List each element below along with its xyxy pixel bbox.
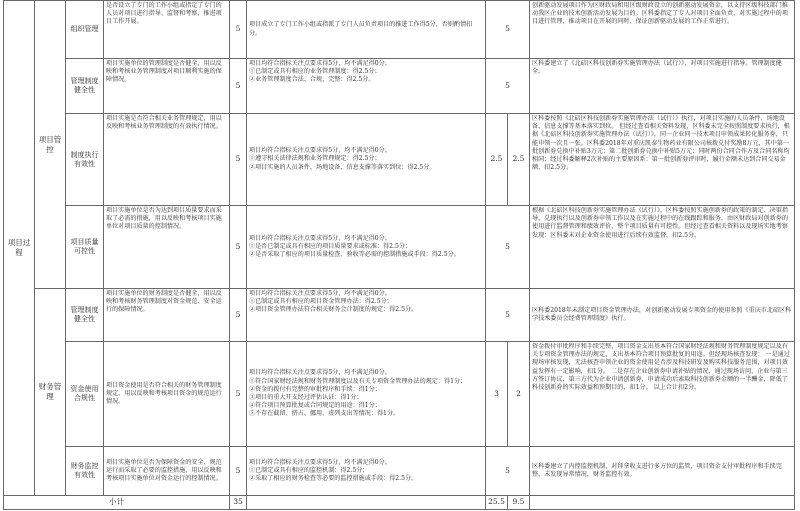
indicator-name: 组织管理 bbox=[66, 1, 104, 59]
scoring-criteria: 项目均符合指标关注点要求得5分，均不满足得0分。 ①符合国家财经法规和财务管理制度以及有关专项资金管理办法的规定：得1分； ②资金的拨付有完整的审批程序和手续：得1分； ③项目的重大开支经过评估认证：得1分； ④符合项目预算批复或合同规定的用途：得1分； ⑤不存在截留、挤占、挪用、虚列支出等情况：得1分。 bbox=[247, 342, 486, 447]
got-score: 5 bbox=[486, 289, 530, 342]
scoring-criteria: 项目均符合指标关注点要求得5分，均不满足得0分。 ①是否已制定或具有相应的项目质量要求或标准：得2.5分； ②是否采取了相应的项目质量检查、验收等必需的控制措施或手段：得2.5分。 bbox=[247, 206, 486, 289]
score-note: 区科委2018年未制定项目资金管理办法，对创新驱动发展专项资金的使用参照《重庆市北碚区科学技术委员会经费管理制度》执行。 bbox=[530, 289, 795, 342]
got-score: 5 bbox=[486, 206, 530, 289]
indicator-explanation: 项目资金使用是否符合相关的财务管理制度规定，用以反映和考核项目资金的规范运行情况。 bbox=[104, 342, 230, 447]
indicator-score: 5 bbox=[230, 206, 247, 289]
evaluation-table bbox=[3, 0, 795, 510]
table-row bbox=[4, 289, 795, 342]
indicator-score: 5 bbox=[230, 342, 247, 447]
indicator-name: 管理制度健全性 bbox=[66, 59, 104, 114]
total-criteria-empty bbox=[247, 496, 486, 510]
indicator-name: 财务监控有效性 bbox=[66, 447, 104, 496]
table-row bbox=[4, 59, 795, 114]
indicator-name: 制度执行有效性 bbox=[66, 114, 104, 206]
indicator-explanation: 项目实施单位是否为保障资金的安全、规范运行而采取了必要的监控措施，用以反映和考核项目实施单位对资金运行的控制情况。 bbox=[104, 447, 230, 496]
scoring-criteria: 项目均符合指标关注点要求得5分，均不满足得0分。 ①已制定或具有相应的项目资金管理办法：得2.5分； ②项目资金管理办法符合相关财务会计制度的规定：得2.5分。 bbox=[247, 289, 486, 342]
got-score: 5 bbox=[486, 447, 530, 496]
level1-cell: 项目过程 bbox=[4, 1, 35, 496]
score-note: 区科委建立了内控监控机制，对拜拿收支进行多方位的监管，项目资金支付审批程序和手续完整，未发现异常情况，财务监控有效。 bbox=[530, 447, 795, 496]
indicator-explanation: 项目实施单位是否为达到项目质量要求而采取了必需的措施，用以反映和考核项目实施单位对项目质量的控制情况。 bbox=[104, 206, 230, 289]
indicator-explanation: 项目实施是否符合相关业务管理规定，用以反映和考核业务管理制度的有效执行情况。 bbox=[104, 114, 230, 206]
scoring-criteria: 项目均符合指标关注点要求得5分，均不满足得0分。 ①遵守相关法律法规和业务管理规定：得2.5分； ②项目实施的人员条件、场地设备、信息支撑等落实到位：得2.5分。 bbox=[247, 114, 486, 206]
level2-project-control: 项目管控 bbox=[35, 1, 66, 289]
indicator-score: 5 bbox=[230, 447, 247, 496]
total-got: 25.5 bbox=[486, 496, 508, 510]
indicator-score: 5 bbox=[230, 114, 247, 206]
got-score-2: 2.5 bbox=[508, 114, 530, 206]
got-score: 5 bbox=[486, 1, 530, 59]
score-note: 区科委按照《北碚区科技创新券实施管理办法（试行）》执行，对项目实施的人员条件、场地设备、信息支撑等基本落实到位。 但经过查看相关资料发现，区科委未完全按照制度要求执行，根据《北碚区科技创新券实施管理办法（试行）》，同一企业同一技术项目申领成果转化服务券，只能申领一次且一张。区科委2018年对重庆凯泰生物药业有限公司核拨兑付奖励8万元，其中第一批创新券兑换中补贴3万元；第二批创新券兑换中补贴5万元；同时两份合同合作方及合同名称均相同；经过科委解释2次补贴的主要原因系：第一批创新券评审时，履行金额未达到合同交易金额，扣2.5分。 bbox=[530, 114, 795, 206]
indicator-explanation: 项目实施单位的管理制度是否健全，用以反映和考核业务管理制度对项目顺利实施的保障情况。 bbox=[104, 59, 230, 114]
indicator-name: 项目质量可控性 bbox=[66, 206, 104, 289]
got-score: 2.5 bbox=[486, 114, 508, 206]
score-note: 区科委建立了《北碚区科技创新券实施管理办法（试行）》，对项目实施进行指导。管理制度健全。 bbox=[530, 59, 795, 114]
score-note: 根据《北碚区科技创新券实施管理办法（试行）》，区科委按照实施创新券的政策的制定、决策指导，兑现执行以及创新券申领工作以及在实施过程中的在线跟踪和服务，由区财政局对创新券的使用进行监督管理和绩效评价，整个项目质量有可控性。但经过查看相关资料以及现场实地考察发现：区科委未对企业资金使用进行后续有效监督，扣2.5分。 bbox=[530, 206, 795, 289]
indicator-score: 5 bbox=[230, 1, 247, 59]
table-row bbox=[4, 114, 795, 206]
table-row bbox=[4, 206, 795, 289]
total-row bbox=[4, 496, 795, 510]
level2-finance: 财务管理 bbox=[35, 289, 66, 496]
total-got-2: 9.5 bbox=[508, 496, 530, 510]
indicator-name: 资金使用合规性 bbox=[66, 342, 104, 447]
score-note: 创新驱动发展项目作为区财政局和用区级财政设立的创新驱动发展资金，以支持区级科技部门推动我区企业的技术创新活动发展为目的。区科委指定了专人对项目全面负责，对实施过程中的项目进行管理，推动项目在开展的同时，保证创新驱动发展的工作正常进行。 bbox=[530, 1, 795, 59]
got-score-2: 2 bbox=[508, 342, 530, 447]
table-row bbox=[4, 447, 795, 496]
got-score: 5 bbox=[486, 59, 530, 114]
indicator-score: 5 bbox=[230, 289, 247, 342]
table-row bbox=[4, 1, 795, 59]
indicator-explanation: 项目实施单位的财务制度是否健全，用以反映和考核财务管理制度对资金规范、安全运行的保障情况。 bbox=[104, 289, 230, 342]
indicator-score: 5 bbox=[230, 59, 247, 114]
total-label: 小计 bbox=[4, 496, 230, 510]
scoring-criteria: 项目均符合指标关注点要求得5分，均不满足得0分。 ①已制定或具有相应的业务管理制度：得2.5分； ②业务管理制度合法、合规、完整：得2.5分。 bbox=[247, 59, 486, 114]
indicator-explanation: 是否设立了专门的工作小组或指定了专门的人员对项目进行指导、监督和考察，推进项目工作开展。 bbox=[104, 1, 230, 59]
indicator-name: 管理制度健全性 bbox=[66, 289, 104, 342]
scoring-criteria: 项目成立了专门工作小组或指派了专门人员负责项目的推进工作得5分，否则酌情扣分。 bbox=[247, 1, 486, 59]
score-note: 资金拨付审批程序和手续完整，项目资金支出基本符合国家财经法规和财务管理制度规定以及有关专项资金管理办法的规定，支出基本符合项目预算批复的用途。但经现场核查发现： 一是通过现场审核发现，无法核查申领企业的资金使用是否涉及科技研发及购买科技服务范围，对项目效益发挥有一定影响，扣1分。 二是存在企业创新券申请补贴的情况，通过现场访问，企业与第三方签订协议，第三方代为企业申请创新券，申请成功后索取科技创新券金额的一半酬金，降低了科技创新券的实际效益和预期目的，扣1分。 以上合计扣2分。 bbox=[530, 342, 795, 447]
table-row bbox=[4, 342, 795, 447]
total-score: 35 bbox=[230, 496, 247, 510]
scoring-criteria: 项目均符合指标关注点要求得5分，均不满足得0分。 ①已制定或具有相应的监控机制：得2.5分； ②采取了相应的财务检查等必要的监控措施或手段：得2.5分。 bbox=[247, 447, 486, 496]
total-note-empty bbox=[530, 496, 795, 510]
got-score: 3 bbox=[486, 342, 508, 447]
